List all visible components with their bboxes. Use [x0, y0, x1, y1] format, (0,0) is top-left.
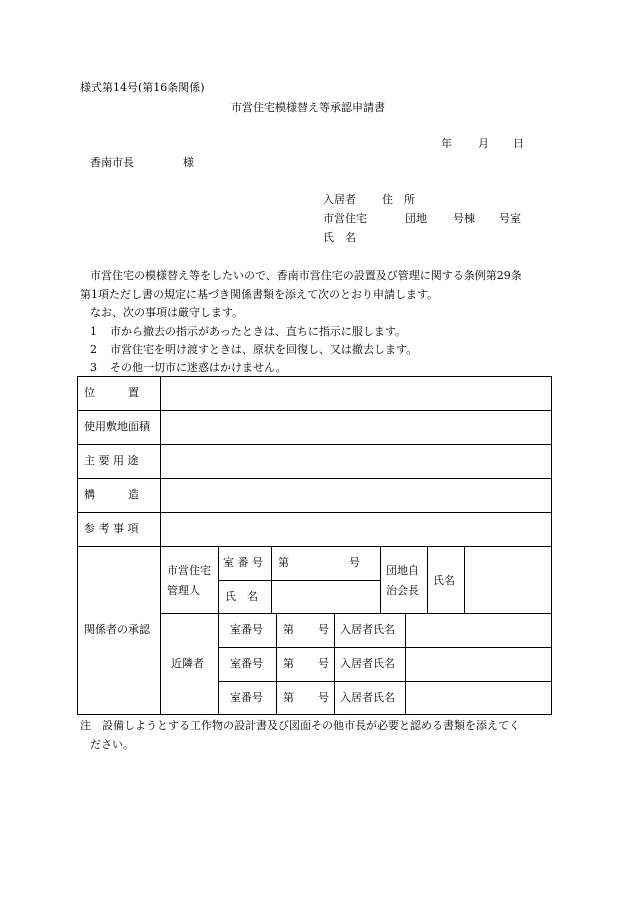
body-line-2: 第1項ただし書の規定に基づき関係書類を添えて次のとおり申請します。 [80, 288, 439, 301]
neighbor-go: 号 [318, 691, 329, 704]
neighbor-room-label: 室番号 [230, 657, 263, 670]
item-2-number: 2 [90, 343, 97, 356]
name-label: 氏 名 [323, 231, 356, 244]
footnote-line-1: 注 設備しようとする工作物の設計書及び図面その他市長が必要と認める書類を添えてく [80, 719, 520, 732]
neighbor-dai: 第 [283, 623, 294, 636]
neighbor-resident-label: 入居者氏名 [340, 691, 395, 704]
danchi-label: 団地 [405, 212, 427, 225]
manager-name-label: 氏 名 [225, 590, 258, 603]
row-structure-label: 構 造 [84, 488, 139, 501]
neighbor-go: 号 [318, 657, 329, 670]
neighbor-room-label: 室番号 [230, 691, 263, 704]
neighbors-label: 近隣者 [171, 657, 204, 670]
note-intro: なお、次の事項は厳守します。 [90, 306, 244, 319]
neighbor-room-label: 室番号 [230, 623, 263, 636]
association-name-label: 氏名 [433, 574, 455, 587]
row-use-label: 主 要 用 途 [84, 454, 139, 467]
neighbor-resident-label: 入居者氏名 [340, 657, 395, 670]
item-3-text: その他一切市に迷惑はかけません。 [110, 361, 287, 374]
neighbor-dai: 第 [283, 657, 294, 670]
form-number: 様式第14号(第16条関係) [80, 81, 205, 94]
address-label: 住 所 [382, 193, 415, 206]
goto-label: 号棟 [453, 212, 475, 225]
applicant-label: 入居者 [323, 193, 356, 206]
manager-room-dai: 第 [278, 556, 289, 569]
association-label-line2: 治会長 [386, 584, 419, 597]
neighbor-dai: 第 [283, 691, 294, 704]
row-location-label: 位 置 [84, 386, 139, 399]
item-1-number: 1 [90, 325, 97, 338]
housing-label: 市営住宅 [323, 212, 367, 225]
date-day: 日 [513, 137, 524, 150]
row-approval-label: 関係者の承認 [84, 623, 150, 636]
manager-room-label: 室 番 号 [223, 556, 263, 569]
body-line-1: 市営住宅の模様替え等をしたいので、香南市営住宅の設置及び管理に関する条例第29条 [90, 269, 522, 282]
item-3-number: 3 [90, 361, 97, 374]
form-title: 市営住宅模様替え等承認申請書 [231, 101, 385, 114]
manager-label-line2: 管理人 [167, 584, 200, 597]
association-label-line1: 団地自 [386, 564, 419, 577]
neighbor-go: 号 [318, 623, 329, 636]
row-area-label: 使用敷地面積 [84, 420, 150, 433]
manager-label-line1: 市営住宅 [167, 564, 211, 577]
row-reference-label: 参 考 事 項 [84, 522, 139, 535]
goshitsu-label: 号室 [499, 212, 521, 225]
item-2-text: 市営住宅を明け渡すときは、原状を回復し、又は撤去します。 [110, 343, 418, 356]
footnote-line-2: ださい。 [90, 738, 134, 751]
date-year: 年 [441, 137, 452, 150]
manager-room-go: 号 [349, 556, 360, 569]
addressee: 香南市長 [90, 156, 134, 169]
neighbor-resident-label: 入居者氏名 [340, 623, 395, 636]
date-month: 月 [478, 137, 489, 150]
item-1-text: 市から撤去の指示があったときは、直ちに指示に服します。 [110, 325, 407, 338]
addressee-suffix: 様 [183, 156, 194, 169]
